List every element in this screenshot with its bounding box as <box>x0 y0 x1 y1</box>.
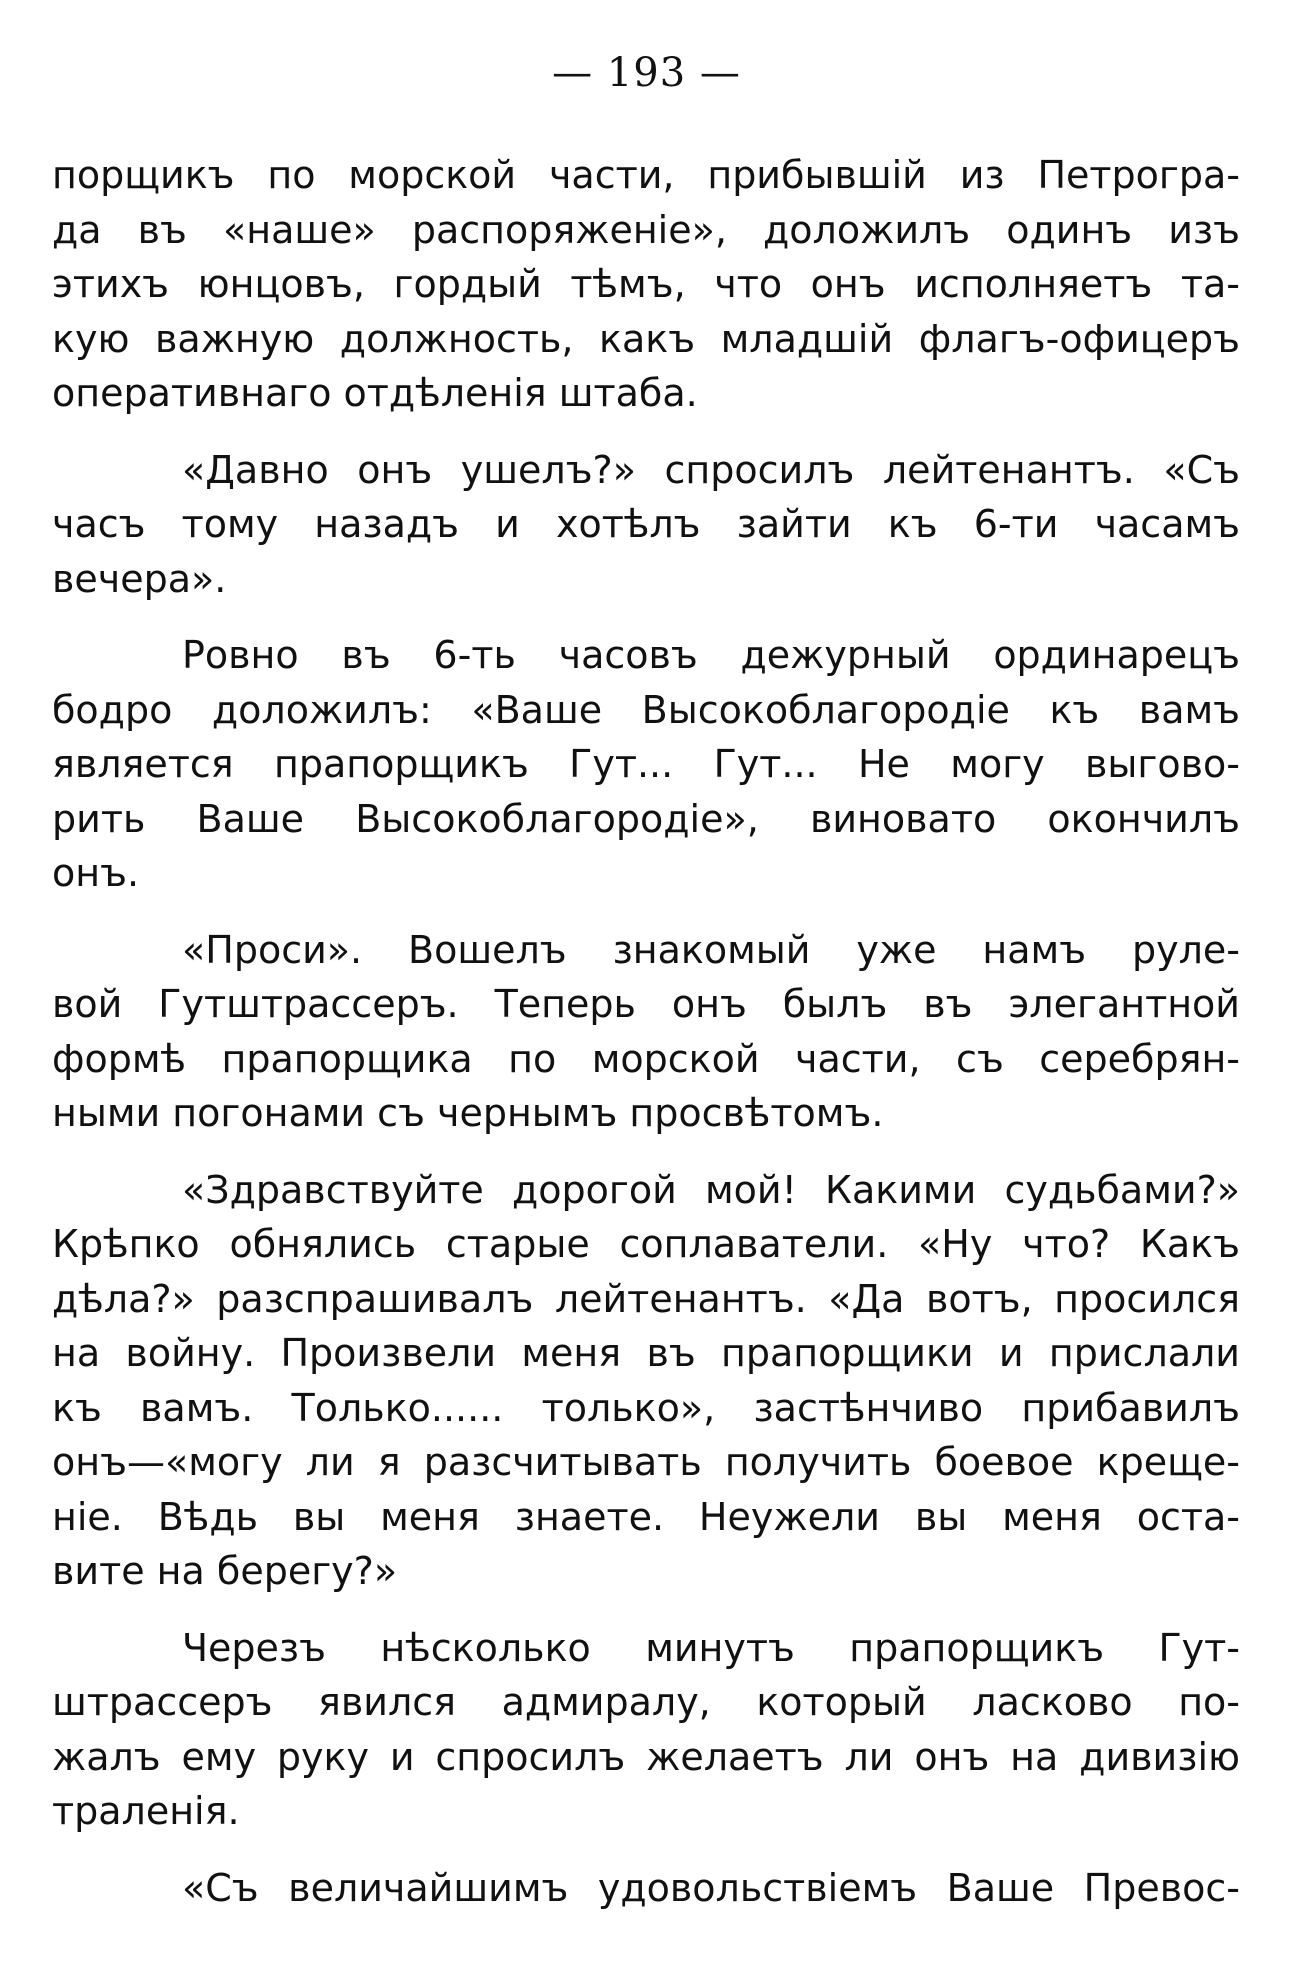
text-line: къ вамъ. Только...... только», застѣнчиво прибавилъ <box>52 1385 1240 1430</box>
text-line: вечера». <box>52 556 227 601</box>
text-line: онъ. <box>52 851 140 895</box>
text-line: штрассеръ явился адмиралу, который ласково по- <box>52 1680 1240 1724</box>
paragraph-gap <box>52 606 1240 628</box>
text-line: вите на берегу?» <box>52 1549 398 1593</box>
text-line: Крѣпко обнялись старые соплаватели. «Ну что? Какъ <box>52 1222 1240 1266</box>
paragraph-gap <box>52 901 1240 923</box>
text-line: порщикъ по морской части, прибывшій из Петрогра- <box>52 153 1240 197</box>
paragraph-gap <box>52 1599 1240 1621</box>
text-line: часъ тому назадъ и хотѣлъ зайти къ 6-ти часамъ <box>52 502 1240 546</box>
text-line: жалъ ему руку и спросилъ желаетъ ли онъ на дивизію <box>52 1734 1240 1779</box>
text-line: является прапорщикъ Гут... Гут... Не могу выгово- <box>52 742 1240 786</box>
text-line: да въ «наше» распоряженіе», доложилъ одинъ изъ <box>52 207 1240 252</box>
paragraph-gap <box>52 1839 1240 1861</box>
body-text <box>52 148 1240 1915</box>
paragraph-6 <box>52 1621 1240 1839</box>
text-line: вой Гутштрассеръ. Теперь онъ былъ въ элегантной <box>52 982 1240 1026</box>
paragraph-gap <box>52 1141 1240 1163</box>
text-line: ными погонами съ чернымъ просвѣтомъ. <box>52 1091 884 1135</box>
paragraph-gap <box>52 421 1240 443</box>
text-line: «Здравствуйте дорогой мой! Какими судьбами?» <box>182 1167 1240 1212</box>
page-number: — 193 — <box>552 50 741 96</box>
paragraph-2 <box>52 443 1240 607</box>
text-line: «Съ величайшимъ удовольствіемъ Ваше Превос- <box>182 1865 1240 1910</box>
text-line: ніе. Вѣдь вы меня знаете. Неужели вы меня оста- <box>52 1494 1240 1539</box>
text-line: Ровно въ 6-ть часовъ дежурный ординарецъ <box>182 633 1240 677</box>
text-line: на войну. Произвели меня въ прапорщики и прислали <box>52 1331 1240 1375</box>
paragraph-4 <box>52 923 1240 1141</box>
text-line: бодро доложилъ: «Ваше Высокоблагородіе къ вамъ <box>52 687 1240 732</box>
text-line: рить Ваше Высокоблагородіе», виновато окончилъ <box>52 796 1240 841</box>
text-line: траленія. <box>52 1789 240 1833</box>
text-line: «Проси». Вошелъ знакомый уже намъ руле- <box>182 927 1240 972</box>
paragraph-5 <box>52 1163 1240 1599</box>
paragraph-3 <box>52 628 1240 901</box>
paragraph-7 <box>52 1861 1240 1916</box>
text-line: Черезъ нѣсколько минутъ прапорщикъ Гут- <box>182 1625 1240 1670</box>
text-line: дѣла?» разспрашивалъ лейтенантъ. «Да вотъ, просился <box>52 1276 1240 1321</box>
text-line: «Давно онъ ушелъ?» спросилъ лейтенантъ. «Съ <box>182 447 1240 492</box>
text-line: онъ—«могу ли я разсчитывать получить боевое креще- <box>52 1440 1240 1484</box>
text-line: формѣ прапорщика по морской части, съ серебрян- <box>52 1036 1240 1081</box>
text-line: кую важную должность, какъ младшій флагъ-офицеръ <box>52 316 1240 361</box>
paragraph-1 <box>52 148 1240 421</box>
text-line: оперативнаго отдѣленія штаба. <box>52 371 698 415</box>
text-line: этихъ юнцовъ, гордый тѣмъ, что онъ исполняетъ та- <box>52 262 1240 306</box>
